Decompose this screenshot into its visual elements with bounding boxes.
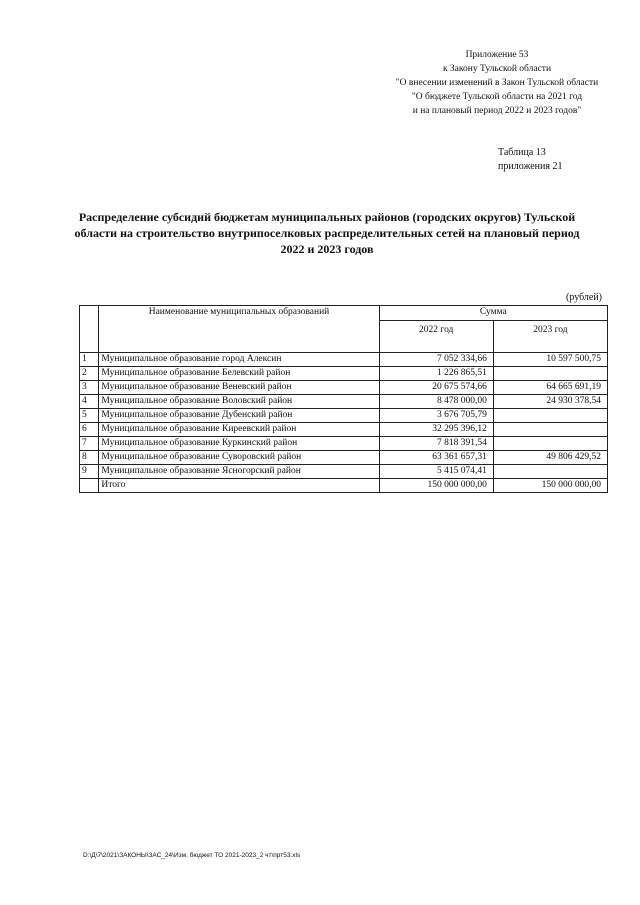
- row-name: Муниципальное образование Веневский район: [99, 381, 379, 395]
- row-2023: [493, 437, 607, 451]
- table-row: [80, 381, 608, 395]
- total-index: [80, 479, 99, 493]
- table-ref-line-2: приложения 21: [498, 161, 563, 172]
- row-index: 3: [80, 381, 99, 395]
- row-2022: 20 675 574,66: [379, 381, 493, 395]
- total-row: [80, 479, 608, 493]
- row-2022: 1 226 865,51: [379, 367, 493, 381]
- document-title: Распределение субсидий бюджетам муниципальных районов (городских округов) Тульской области на строительство внутрипоселковых распределительных сетей на плановый период 2022 и 2023 годов: [74, 210, 580, 256]
- row-2023: [493, 423, 607, 437]
- total-2022: 150 000 000,00: [379, 479, 493, 493]
- table-row: [80, 465, 608, 479]
- annex-line-1: Приложение 53: [465, 50, 529, 60]
- header-sum: Сумма: [379, 306, 607, 321]
- row-name: Муниципальное образование Суворовский район: [99, 451, 379, 465]
- row-index: 1: [80, 353, 99, 367]
- subsidy-table: [79, 305, 608, 493]
- row-2023: [493, 465, 607, 479]
- annex-line-4: "О бюджете Тульской области на 2021 год: [411, 92, 583, 102]
- row-index: 4: [80, 395, 99, 409]
- table-row: [80, 367, 608, 381]
- row-index: 8: [80, 451, 99, 465]
- table-row: [80, 423, 608, 437]
- row-name: Муниципальное образование Воловский район: [99, 395, 379, 409]
- table-row: [80, 353, 608, 367]
- row-2022: 7 818 391,54: [379, 437, 493, 451]
- row-2022: 32 295 396,12: [379, 423, 493, 437]
- row-2023: 10 597 500,75: [493, 353, 607, 367]
- annex-line-3: "О внесении изменений в Закон Тульской области: [395, 78, 599, 88]
- annex-block: [380, 48, 614, 118]
- table-row: [80, 395, 608, 409]
- row-2022: 7 052 334,66: [379, 353, 493, 367]
- row-name: Муниципальное образование Ясногорский район: [99, 465, 379, 479]
- row-2022: 3 676 705,79: [379, 409, 493, 423]
- row-name: Муниципальное образование Дубенский район: [99, 409, 379, 423]
- row-index: 6: [80, 423, 99, 437]
- table-body: [80, 353, 608, 479]
- annex-line-2: к Закону Тульской области: [442, 64, 552, 74]
- row-2023: 24 930 378,54: [493, 395, 607, 409]
- row-index: 2: [80, 367, 99, 381]
- row-name: Муниципальное образование Киреевский район: [99, 423, 379, 437]
- table-row: [80, 409, 608, 423]
- file-path-footer: D:\Д\7\2021\ЗАКОНЫ\ЗАС_24\Изм. бюджет ТО 2021-2023_2 чт\прт53.xls: [83, 852, 301, 859]
- table-row: [80, 451, 608, 465]
- header-2023: 2023 год: [493, 321, 607, 353]
- row-2022: 5 415 074,41: [379, 465, 493, 479]
- header-name: Наименование муниципальных образований: [99, 306, 379, 353]
- row-2023: [493, 367, 607, 381]
- row-index: 7: [80, 437, 99, 451]
- row-name: Муниципальное образование Куркинский район: [99, 437, 379, 451]
- row-2022: 8 478 000,00: [379, 395, 493, 409]
- total-label: Итого: [99, 479, 379, 493]
- row-2022: 63 361 657,31: [379, 451, 493, 465]
- table-ref-line-1: Таблица 13: [498, 147, 546, 158]
- row-2023: 64 665 691,19: [493, 381, 607, 395]
- header-2022: 2022 год: [379, 321, 493, 353]
- total-2023: 150 000 000,00: [493, 479, 607, 493]
- table-reference: [498, 146, 562, 174]
- annex-line-5: и на плановый период 2022 и 2023 годов": [412, 106, 582, 116]
- units-label: (рублей): [566, 292, 603, 303]
- row-index: 9: [80, 465, 99, 479]
- table-row: [80, 437, 608, 451]
- row-2023: [493, 409, 607, 423]
- header-index: [80, 306, 99, 353]
- row-name: Муниципальное образование город Алексин: [99, 353, 379, 367]
- row-index: 5: [80, 409, 99, 423]
- row-name: Муниципальное образование Белевский район: [99, 367, 379, 381]
- row-2023: 49 806 429,52: [493, 451, 607, 465]
